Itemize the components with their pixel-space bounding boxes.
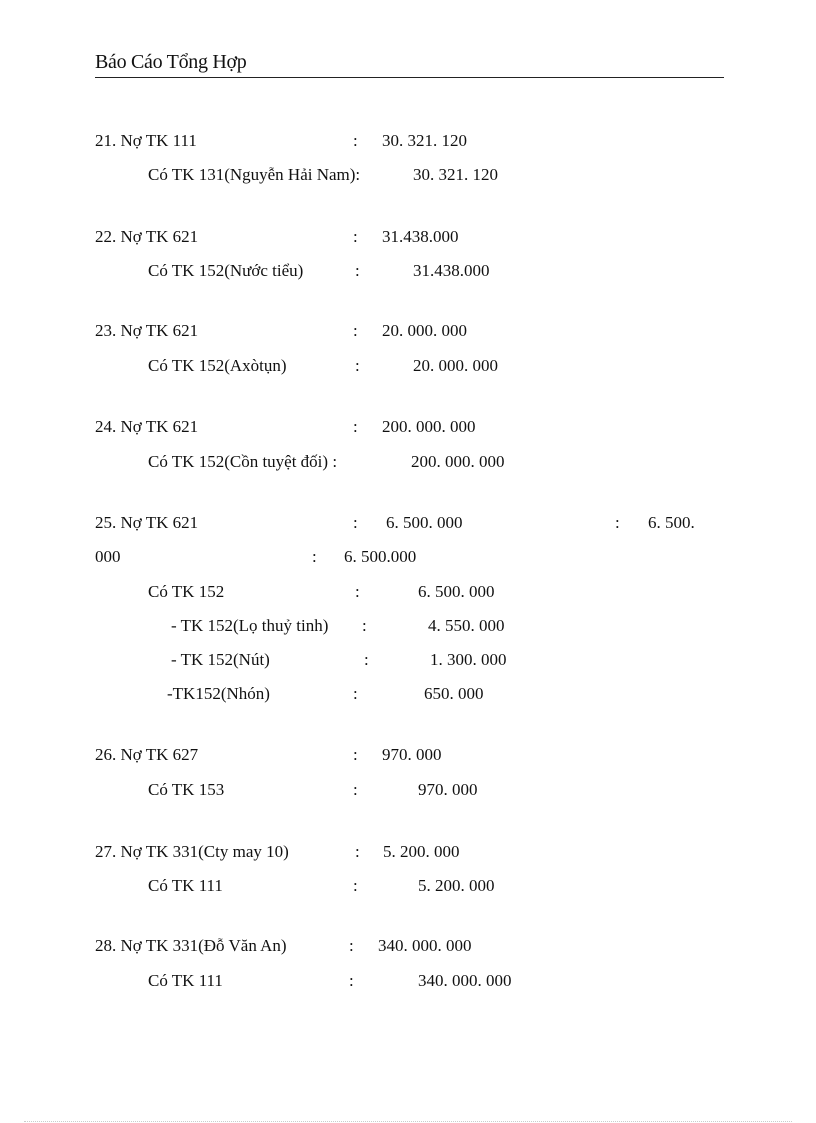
entry-25-debit: 25. Nợ TK 621 [95,513,199,532]
entry-21-debit-colon: : [353,131,358,150]
entry-28-credit-amount: 340. 000. 000 [418,971,512,990]
entry-24-credit: Có TK 152(Cồn tuyệt đối) : [148,452,338,471]
entry-28-debit-colon: : [349,936,354,955]
entry-25-sub2: - TK 152(Nút) [171,650,270,669]
entry-27-debit: 27. Nợ TK 331(Cty may 10) [95,842,289,861]
entry-25-sub1: - TK 152(Lọ thuỷ tinh) [171,616,329,635]
entry-24-debit-amount: 200. 000. 000 [382,417,476,436]
entry-28-debit: 28. Nợ TK 331(Đỗ Văn An) [95,936,287,955]
entry-25-credit-amount: 6. 500. 000 [418,582,495,601]
entry-22-debit-colon: : [353,227,358,246]
entry-21-credit: Có TK 131(Nguyễn Hải Nam): [148,165,361,184]
entry-25-wrap-colon: : [312,547,317,566]
entry-21-debit-amount: 30. 321. 120 [382,131,467,150]
entry-22-credit-colon: : [355,261,360,280]
entry-26-credit-colon: : [353,780,358,799]
entry-25-sub3-amount: 650. 000 [424,684,484,703]
entry-24-debit: 24. Nợ TK 621 [95,417,199,436]
entry-25-extra-amount: 6. 500. [648,513,695,532]
entry-26-credit-amount: 970. 000 [418,780,478,799]
entry-25-debit-colon: : [353,513,358,532]
entry-26-debit: 26. Nợ TK 627 [95,745,199,764]
entry-26-debit-colon: : [353,745,358,764]
entry-25-wrap-text: 000 [95,547,121,566]
entry-25-sub1-colon: : [362,616,367,635]
entry-23-credit-amount: 20. 000. 000 [413,356,498,375]
entry-25-sub3-colon: : [353,684,358,703]
entry-27-credit-colon: : [353,876,358,895]
entry-24-credit-amount: 200. 000. 000 [411,452,505,471]
entry-27-debit-colon: : [355,842,360,861]
entry-23-credit: Có TK 152(Axòtụn) [148,356,287,375]
entry-27-credit: Có TK 111 [148,876,223,895]
entry-27-credit-amount: 5. 200. 000 [418,876,495,895]
entry-25-credit: Có TK 152 [148,582,225,601]
header-divider [95,77,724,78]
entry-25-sub1-amount: 4. 550. 000 [428,616,505,635]
page-header-title: Báo Cáo Tổng Hợp [95,51,247,73]
entry-25-sub2-amount: 1. 300. 000 [430,650,507,669]
page-bottom-divider [24,1121,792,1122]
entry-24-debit-colon: : [353,417,358,436]
entry-23-debit-amount: 20. 000. 000 [382,321,467,340]
entry-25-credit-colon: : [355,582,360,601]
entry-23-debit: 23. Nợ TK 621 [95,321,199,340]
entry-25-wrap-amount: 6. 500.000 [344,547,417,566]
entry-22-debit-amount: 31.438.000 [382,227,459,246]
entry-23-credit-colon: : [355,356,360,375]
entry-22-debit: 22. Nợ TK 621 [95,227,199,246]
entry-21-credit-amount: 30. 321. 120 [413,165,498,184]
entry-21-debit: 21. Nợ TK 111 [95,131,197,150]
entry-22-credit: Có TK 152(Nước tiểu) [148,261,304,280]
entry-25-debit-amount: 6. 500. 000 [386,513,463,532]
entry-28-debit-amount: 340. 000. 000 [378,936,472,955]
entry-28-credit-colon: : [349,971,354,990]
entry-25-extra-colon: : [615,513,620,532]
entry-22-credit-amount: 31.438.000 [413,261,490,280]
entry-25-sub3: -TK152(Nhón) [167,684,270,703]
entry-25-sub2-colon: : [364,650,369,669]
entry-23-debit-colon: : [353,321,358,340]
entry-26-debit-amount: 970. 000 [382,745,442,764]
entry-26-credit: Có TK 153 [148,780,225,799]
entry-27-debit-amount: 5. 200. 000 [383,842,460,861]
entry-28-credit: Có TK 111 [148,971,223,990]
